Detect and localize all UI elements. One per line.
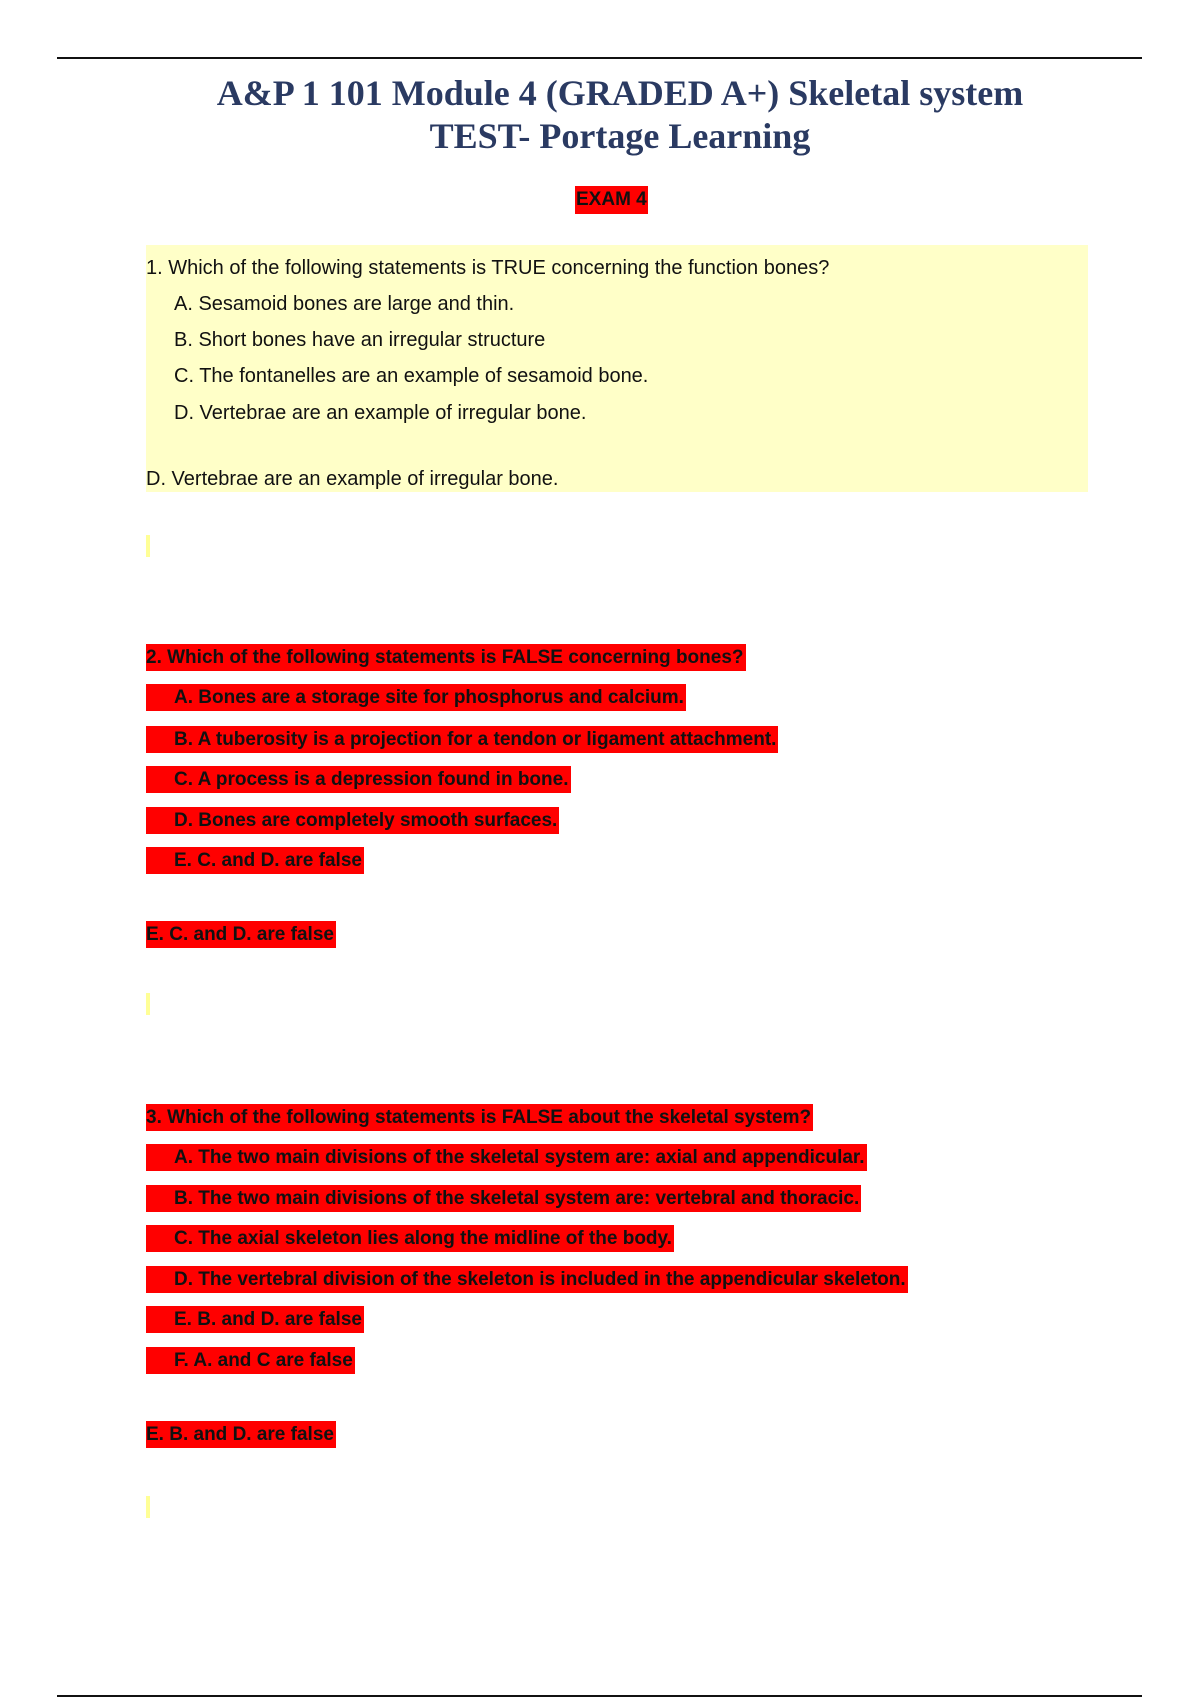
separator-mark — [146, 1496, 150, 1518]
question-2-option-e: E. C. and D. are false — [146, 847, 364, 874]
separator-mark — [146, 993, 150, 1015]
question-1-answer: D. Vertebrae are an example of irregular bone. — [146, 468, 559, 490]
question-1-option-b: B. Short bones have an irregular structure — [174, 329, 546, 351]
question-3-option-a: A. The two main divisions of the skeletal system are: axial and appendicular. — [146, 1144, 867, 1171]
question-3-option-d: D. The vertebral division of the skeleton is included in the appendicular skeleton. — [146, 1266, 908, 1293]
question-3-option-f: F. A. and C are false — [146, 1347, 355, 1374]
question-3-option-c: C. The axial skeleton lies along the midline of the body. — [146, 1225, 674, 1252]
question-2-option-a: A. Bones are a storage site for phosphorus and calcium. — [146, 684, 686, 711]
question-1-text: 1. Which of the following statements is TRUE concerning the function bones? — [146, 257, 830, 279]
question-2-option-b: B. A tuberosity is a projection for a tendon or ligament attachment. — [146, 726, 778, 753]
question-3-text: 3. Which of the following statements is FALSE about the skeletal system? — [146, 1104, 813, 1131]
question-3-option-e: E. B. and D. are false — [146, 1306, 364, 1333]
question-3-answer: E. B. and D. are false — [146, 1421, 336, 1448]
question-1-option-d: D. Vertebrae are an example of irregular bone. — [174, 402, 587, 424]
page-title — [0, 72, 1200, 158]
title-line-1: A&P 1 101 Module 4 (GRADED A+) Skeletal system — [216, 73, 1024, 113]
question-3-option-b: B. The two main divisions of the skeletal system are: vertebral and thoracic. — [146, 1185, 861, 1212]
question-1-block — [146, 245, 1088, 492]
title-line-2: TEST- Portage Learning — [429, 116, 811, 156]
question-2-option-d: D. Bones are completely smooth surfaces. — [146, 807, 559, 834]
question-2-answer: E. C. and D. are false — [146, 921, 336, 948]
question-2-option-c: C. A process is a depression found in bone. — [146, 766, 571, 793]
question-1-option-c: C. The fontanelles are an example of sesamoid bone. — [174, 365, 649, 387]
question-1-option-a: A. Sesamoid bones are large and thin. — [174, 293, 515, 315]
exam-label: EXAM 4 — [575, 186, 648, 214]
question-2-text: 2. Which of the following statements is FALSE concerning bones? — [146, 644, 746, 671]
separator-mark — [146, 535, 150, 557]
top-rule — [57, 57, 1142, 59]
bottom-rule — [57, 1695, 1142, 1697]
